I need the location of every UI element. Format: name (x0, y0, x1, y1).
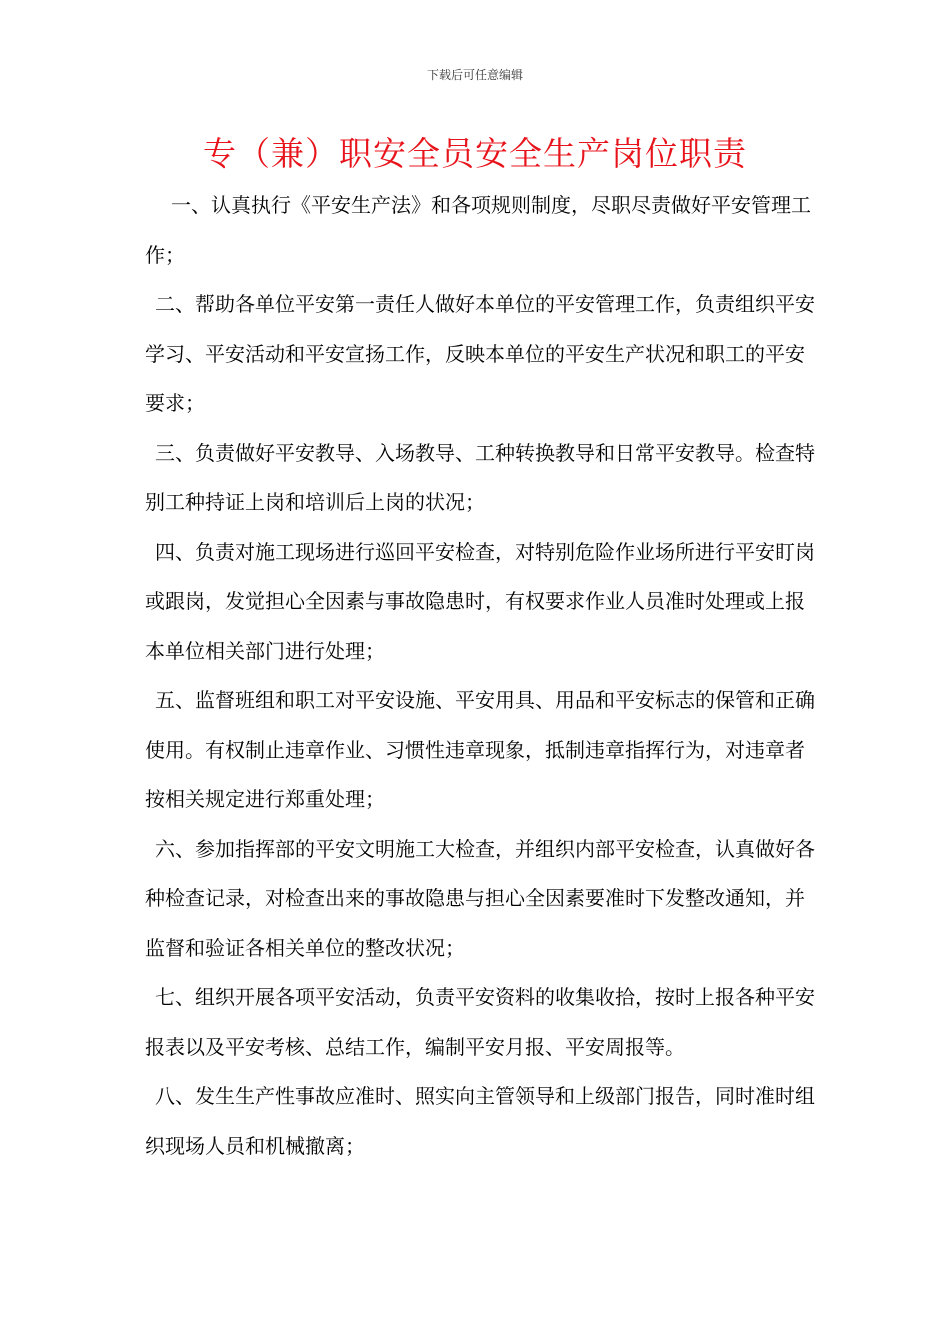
paragraph-6: 六、参加指挥部的平安文明施工大检查，并组织内部平安检查，认真做好各种检查记录，对检查出来的事故隐患与担心全因素要准时下发整改通知，并监督和验证各相关单位的整改状况； (145, 836, 815, 960)
paragraph-4: 四、负责对施工现场进行巡回平安检查，对特别危险作业场所进行平安盯岗或跟岗，发觉担心全因素与事故隐患时，有权要求作业人员准时处理或上报本单位相关部门进行处理； (145, 539, 815, 663)
header-note: 下载后可任意编辑 (426, 68, 523, 82)
paragraph-7: 七、组织开展各项平安活动，负责平安资料的收集收拾，按时上报各种平安报表以及平安考核、总结工作，编制平安月报、平安周报等。 (145, 985, 815, 1059)
document-body (145, 181, 817, 1171)
paragraph-5: 五、监督班组和职工对平安设施、平安用具、用品和平安标志的保管和正确使用。有权制止违章作业、习惯性违章现象，抵制违章指挥行为，对违章者按相关规定进行郑重处理； (145, 688, 815, 811)
paragraph-2: 二、帮助各单位平安第一责任人做好本单位的平安管理工作，负责组织平安学习、平安活动和平安宣扬工作，反映本单位的平安生产状况和职工的平安要求； (145, 292, 815, 415)
paragraph-8: 八、发生生产性事故应准时、照实向主管领导和上级部门报告，同时准时组织现场人员和机械撤离； (145, 1084, 815, 1158)
paragraph-1: 一、认真执行《平安生产法》和各项规则制度，尽职尽责做好平安管理工作； (145, 193, 811, 267)
paragraph-3: 三、负责做好平安教导、入场教导、工种转换教导和日常平安教导。检查特别工种持证上岗和培训后上岗的状况； (145, 440, 815, 514)
document-title: 专（兼）职安全员安全生产岗位职责 (203, 134, 747, 173)
